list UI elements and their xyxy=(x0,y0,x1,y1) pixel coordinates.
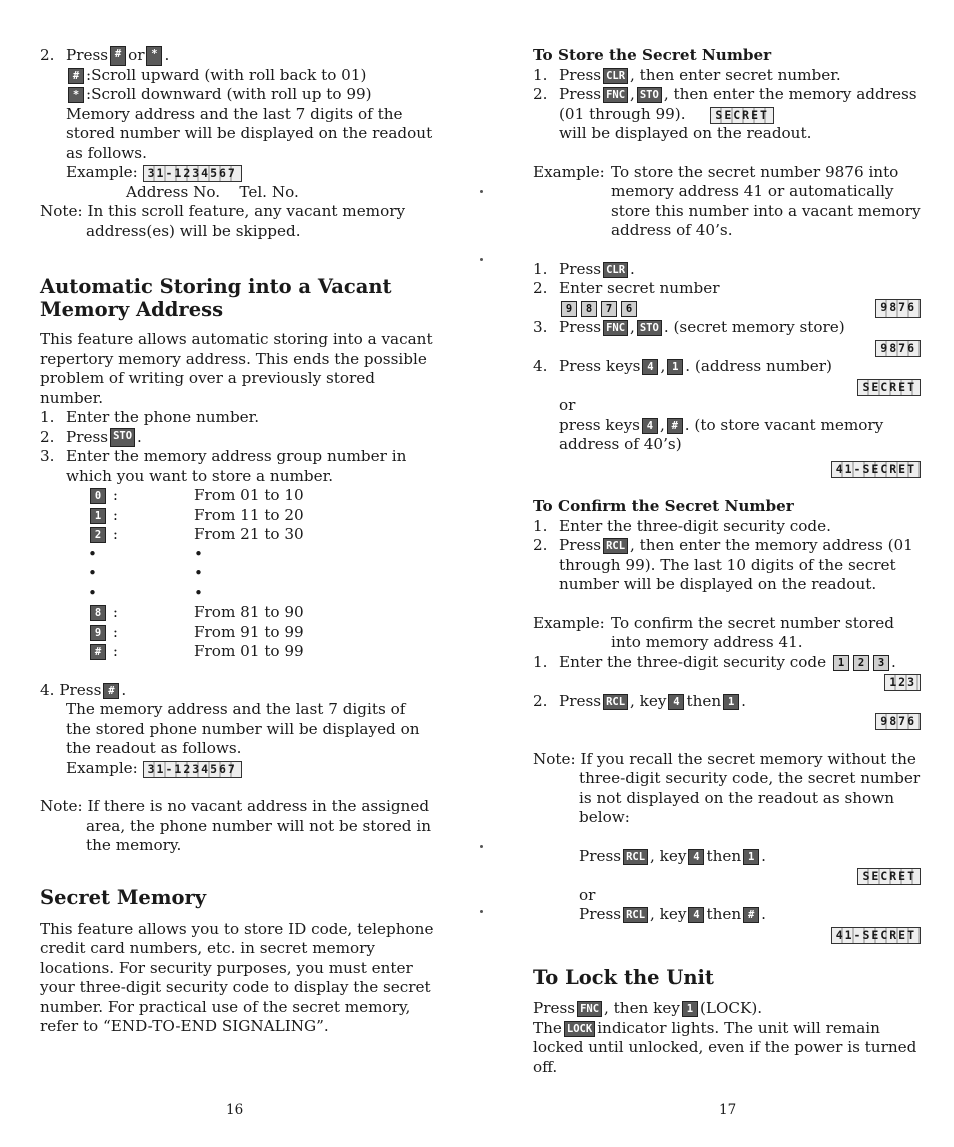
address-label: Address No. xyxy=(126,182,221,201)
ex-step-3-display: 9876 xyxy=(533,338,921,358)
sto-key: STO xyxy=(637,320,662,336)
scroll-up-text: :Scroll upward (with roll back to 01) xyxy=(86,65,367,84)
digit-key: 4 xyxy=(642,359,658,375)
scan-dot xyxy=(480,910,483,913)
fnc-key: FNC xyxy=(577,1001,602,1017)
memory-text: Memory address and the last 7 digits of the stored number will be displayed on the readout as follows. xyxy=(66,104,433,162)
group-row: 0 : From 01 to 10 xyxy=(40,486,434,506)
readout-display: SECRET xyxy=(710,107,774,124)
note-recall: Note: If you recall the secret memory without the three-digit security code, the secret number is not displayed on the readout as shown below: xyxy=(533,749,921,826)
rcl-key: RCL xyxy=(623,849,648,865)
clr-key: CLR xyxy=(603,68,628,84)
or-text: or xyxy=(128,46,145,64)
hash-key: # xyxy=(110,46,126,66)
ex-step-4b: press keys 4 , # . (to store vacant memory address of 40’s) xyxy=(559,415,884,453)
page-number-right: 17 xyxy=(719,1102,737,1118)
rcl-key: RCL xyxy=(623,907,648,923)
example-confirm: Example: To confirm the secret number stored into memory address 41. xyxy=(533,613,894,651)
hash-key: # xyxy=(667,418,683,434)
lock-heading: To Lock the Unit xyxy=(533,966,714,989)
group-row: 2 : From 21 to 30 xyxy=(40,525,434,545)
auto-step-4: 4. Press # . xyxy=(40,680,127,699)
readout-legend xyxy=(40,183,434,203)
ex-step-1: 1. Press CLR . xyxy=(533,259,635,278)
fnc-key: FNC xyxy=(603,87,628,103)
ex-step-4-display: SECRET xyxy=(533,377,921,397)
step-2-press: 2. Press # or * . xyxy=(40,46,170,64)
digit-key: 4 xyxy=(688,849,704,865)
digit-key: # xyxy=(90,644,106,660)
hash-key: # xyxy=(68,68,84,84)
step-text: Press xyxy=(66,46,109,64)
confirm-step-1: 1. Enter the three-digit security code. xyxy=(533,516,831,535)
example-label: Example: xyxy=(66,163,138,181)
c-step-1: 1. Enter the three-digit security code 1 2 3 . xyxy=(533,652,896,671)
store-step-2: 2. Press FNC , STO , then enter the memory address (01 through 99). SECRET will be displayed on the readout. xyxy=(533,85,917,142)
digit-key: 0 xyxy=(90,488,106,504)
sto-key: STO xyxy=(637,87,662,103)
or-text: or xyxy=(559,396,576,414)
digit-key: 9 xyxy=(90,625,106,641)
note-display-2: 41-SECRET xyxy=(533,925,921,945)
note-display-1: SECRET xyxy=(533,866,921,886)
digit-key: 4 xyxy=(642,418,658,434)
rcl-key: RCL xyxy=(603,538,628,554)
clr-key: CLR xyxy=(603,262,628,278)
auto-step-1: 1. Enter the phone number. xyxy=(40,408,260,426)
star-key: * xyxy=(68,87,84,103)
digit-key: 1 xyxy=(90,508,106,524)
scan-dot xyxy=(480,190,483,193)
ex-step-4b-display: 41-SECRET xyxy=(533,459,921,479)
sto-key: STO xyxy=(110,428,135,448)
c-step-1-display: 123 xyxy=(533,672,921,692)
example-1 xyxy=(40,163,434,183)
scan-dot xyxy=(480,258,483,261)
ellipsis-row: • • xyxy=(88,564,203,582)
ex-step-4: 4. Press keys 4 , 1 . (address number) xyxy=(533,357,832,375)
page-number-left: 16 xyxy=(226,1102,244,1118)
group-row: 8 : From 81 to 90 xyxy=(40,603,434,623)
step4-text: The memory address and the last 7 digits of the stored phone number will be displayed on the readout as follows. xyxy=(66,700,420,757)
confirm-step-2: 2. Press RCL , then enter the memory address (01 through 99). The last 10 digits of the secret number will be displayed on the readout. xyxy=(533,536,913,593)
readout-display: 31-1234567 xyxy=(143,761,242,778)
ex-step-2-keys: 9 8 7 6 9876 xyxy=(533,299,921,319)
digit-key: 4 xyxy=(668,694,684,710)
group-row: # : From 01 to 99 xyxy=(40,642,434,662)
right-page xyxy=(533,46,921,1077)
hash-key: # xyxy=(103,683,119,699)
hash-key: # xyxy=(743,907,759,923)
ellipsis-row: • • xyxy=(88,583,203,602)
store-step-1: 1. Press CLR , then enter secret number. xyxy=(533,65,841,84)
store-heading: To Store the Secret Number xyxy=(533,46,772,64)
readout-display: 9876 xyxy=(875,299,921,319)
lock-step: Press FNC , then key 1 (LOCK). xyxy=(533,999,763,1017)
digit-key: 8 xyxy=(90,605,106,621)
secret-text: This feature allows you to store ID code, telephone credit card numbers, etc. in secret memory locations. For security purposes, you must enter your three-digit security code to display the secret number. For practical use of the secret memory, refer to “END-TO-END SIGNALING”. xyxy=(40,919,434,1035)
fnc-key: FNC xyxy=(603,320,628,336)
note-example-1: Press RCL , key 4 then 1 . xyxy=(579,846,766,865)
scroll-down-line xyxy=(40,85,434,105)
group-row: 1 : From 11 to 20 xyxy=(40,506,434,526)
digit-key: 1 xyxy=(723,694,739,710)
confirm-heading: To Confirm the Secret Number xyxy=(533,497,794,515)
scan-dot xyxy=(480,845,483,848)
auto-step-3: 3. Enter the memory address group number in which you want to store a number. xyxy=(40,447,407,485)
note-scroll: Note: In this scroll feature, any vacant memory address(es) will be skipped. xyxy=(40,202,406,240)
ellipsis-row: • • xyxy=(88,544,203,563)
auto-intro: This feature allows automatic storing into a vacant repertory memory address. This ends the possible problem of writing over a previously stored number. xyxy=(40,330,433,407)
star-key: * xyxy=(146,46,162,66)
lock-indicator-text: The LOCK indicator lights. The unit will remain locked until unlocked, even if the power is turned off. xyxy=(533,1018,917,1076)
group-row: 9 : From 91 to 99 xyxy=(40,623,434,643)
readout-display: 31-1234567 xyxy=(143,165,242,182)
digit-key: 2 xyxy=(90,527,106,543)
digit-key: 1 xyxy=(743,849,759,865)
lock-indicator: LOCK xyxy=(564,1021,595,1037)
note-vacant: Note: If there is no vacant address in the assigned area, the phone number will not be stored in the memory. xyxy=(40,797,431,854)
scroll-down-text: :Scroll downward (with roll up to 99) xyxy=(86,85,372,103)
rcl-key: RCL xyxy=(603,694,628,710)
digit-key: 1 xyxy=(682,1001,698,1017)
ex-step-3: 3. Press FNC , STO . (secret memory store) xyxy=(533,318,845,336)
digit-key: 1 xyxy=(667,359,683,375)
c-step-2: 2. Press RCL , key 4 then 1 . xyxy=(533,691,746,710)
tel-label: Tel. No. xyxy=(239,182,299,201)
scroll-up-line xyxy=(40,66,434,86)
ex-step-2: 2. Enter secret number xyxy=(533,279,720,297)
section-heading-auto: Automatic Storing into a Vacant Memory Address xyxy=(40,275,392,321)
section-heading-secret: Secret Memory xyxy=(40,885,207,909)
left-page xyxy=(40,46,434,1037)
c-step-2-display: 9876 xyxy=(533,711,921,731)
note-example-2: Press RCL , key 4 then # . xyxy=(579,905,766,923)
example-2: Example: 31-1234567 xyxy=(40,759,434,779)
digit-key: 4 xyxy=(688,907,704,923)
auto-step-2: 2. Press STO . xyxy=(40,427,142,446)
example-store: Example: To store the secret number 9876 into memory address 41 or automatically store this number into a vacant memory address of 40’s. xyxy=(533,162,921,239)
or-text: or xyxy=(579,885,596,904)
